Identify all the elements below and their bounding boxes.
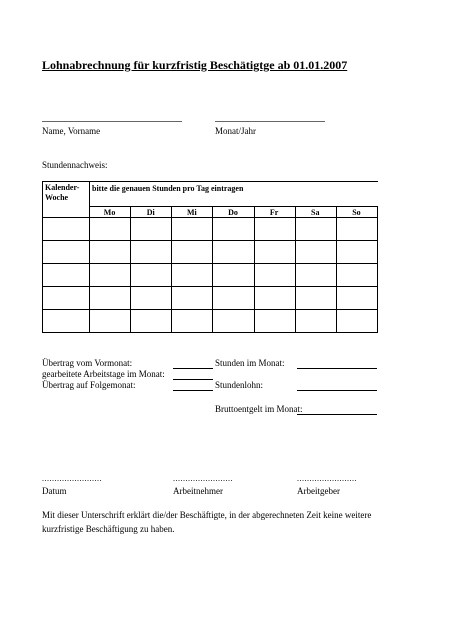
gross-pay-label: Bruttoentgelt im Monat:	[215, 404, 303, 414]
day-header-do: Do	[228, 208, 238, 217]
hours-month-field[interactable]	[297, 368, 377, 369]
name-field-line[interactable]	[42, 121, 182, 122]
day-header-so: So	[352, 208, 361, 217]
day-header-sa: Sa	[311, 208, 320, 217]
date-dots[interactable]: ........................	[42, 474, 102, 483]
employer-dots[interactable]: ........................	[297, 474, 357, 483]
day-header-di: Di	[146, 208, 155, 217]
hours-section-label: Stundennachweis:	[42, 160, 108, 170]
employee-dots[interactable]: ........................	[173, 474, 233, 483]
table-row-line	[42, 332, 378, 333]
week-header	[45, 183, 87, 203]
table-row-line	[42, 263, 378, 264]
day-column-line	[295, 206, 296, 332]
month-field-line[interactable]	[215, 121, 325, 122]
week-header-line1: Kalender-	[45, 183, 80, 192]
day-header-fr: Fr	[269, 208, 279, 217]
carry-over-prev-label: Übertrag vom Vormonat:	[42, 358, 133, 368]
carry-over-next-field[interactable]	[173, 390, 213, 391]
day-column-line	[130, 206, 131, 332]
hours-month-label: Stunden im Monat:	[215, 358, 285, 368]
day-column-line	[171, 206, 172, 332]
table-row-line	[42, 286, 378, 287]
day-header-mo: Mo	[103, 208, 116, 217]
table-row-line	[42, 240, 378, 241]
day-column-line	[212, 206, 213, 332]
day-column-line	[254, 206, 255, 332]
declaration-text: Mit dieser Unterschrift erklärt die/der Beschäftigte, in der abgerechneten Zeit keine weitere kurzfristige Beschäftigung zu haben.	[42, 510, 372, 534]
gross-pay-field[interactable]	[297, 414, 377, 415]
week-header-line2: Woche	[45, 193, 69, 202]
employee-label: Arbeitnehmer	[173, 486, 223, 496]
working-days-field[interactable]	[173, 379, 213, 380]
page-title: Lohnabrechnung für kurzfristig Beschätigtge ab 01.01.2007	[42, 58, 348, 72]
employer-label: Arbeitgeber	[297, 486, 340, 496]
working-days-label: gearbeitete Arbeitstage im Monat:	[42, 369, 165, 379]
day-column-line	[336, 206, 337, 332]
hourly-wage-field[interactable]	[297, 390, 377, 391]
instruction-header: bitte die genauen Stunden pro Tag eintragen	[92, 184, 244, 193]
hourly-wage-label: Stundenlohn:	[215, 380, 264, 390]
table-row-line	[42, 309, 378, 310]
month-field-label: Monat/Jahr	[215, 126, 256, 136]
date-label: Datum	[42, 486, 67, 496]
carry-over-next-label: Übertrag auf Folgemonat:	[42, 380, 136, 390]
carry-over-prev-field[interactable]	[173, 368, 213, 369]
name-field-label: Name, Vorname	[42, 126, 101, 136]
day-header-mi: Mi	[186, 208, 197, 217]
